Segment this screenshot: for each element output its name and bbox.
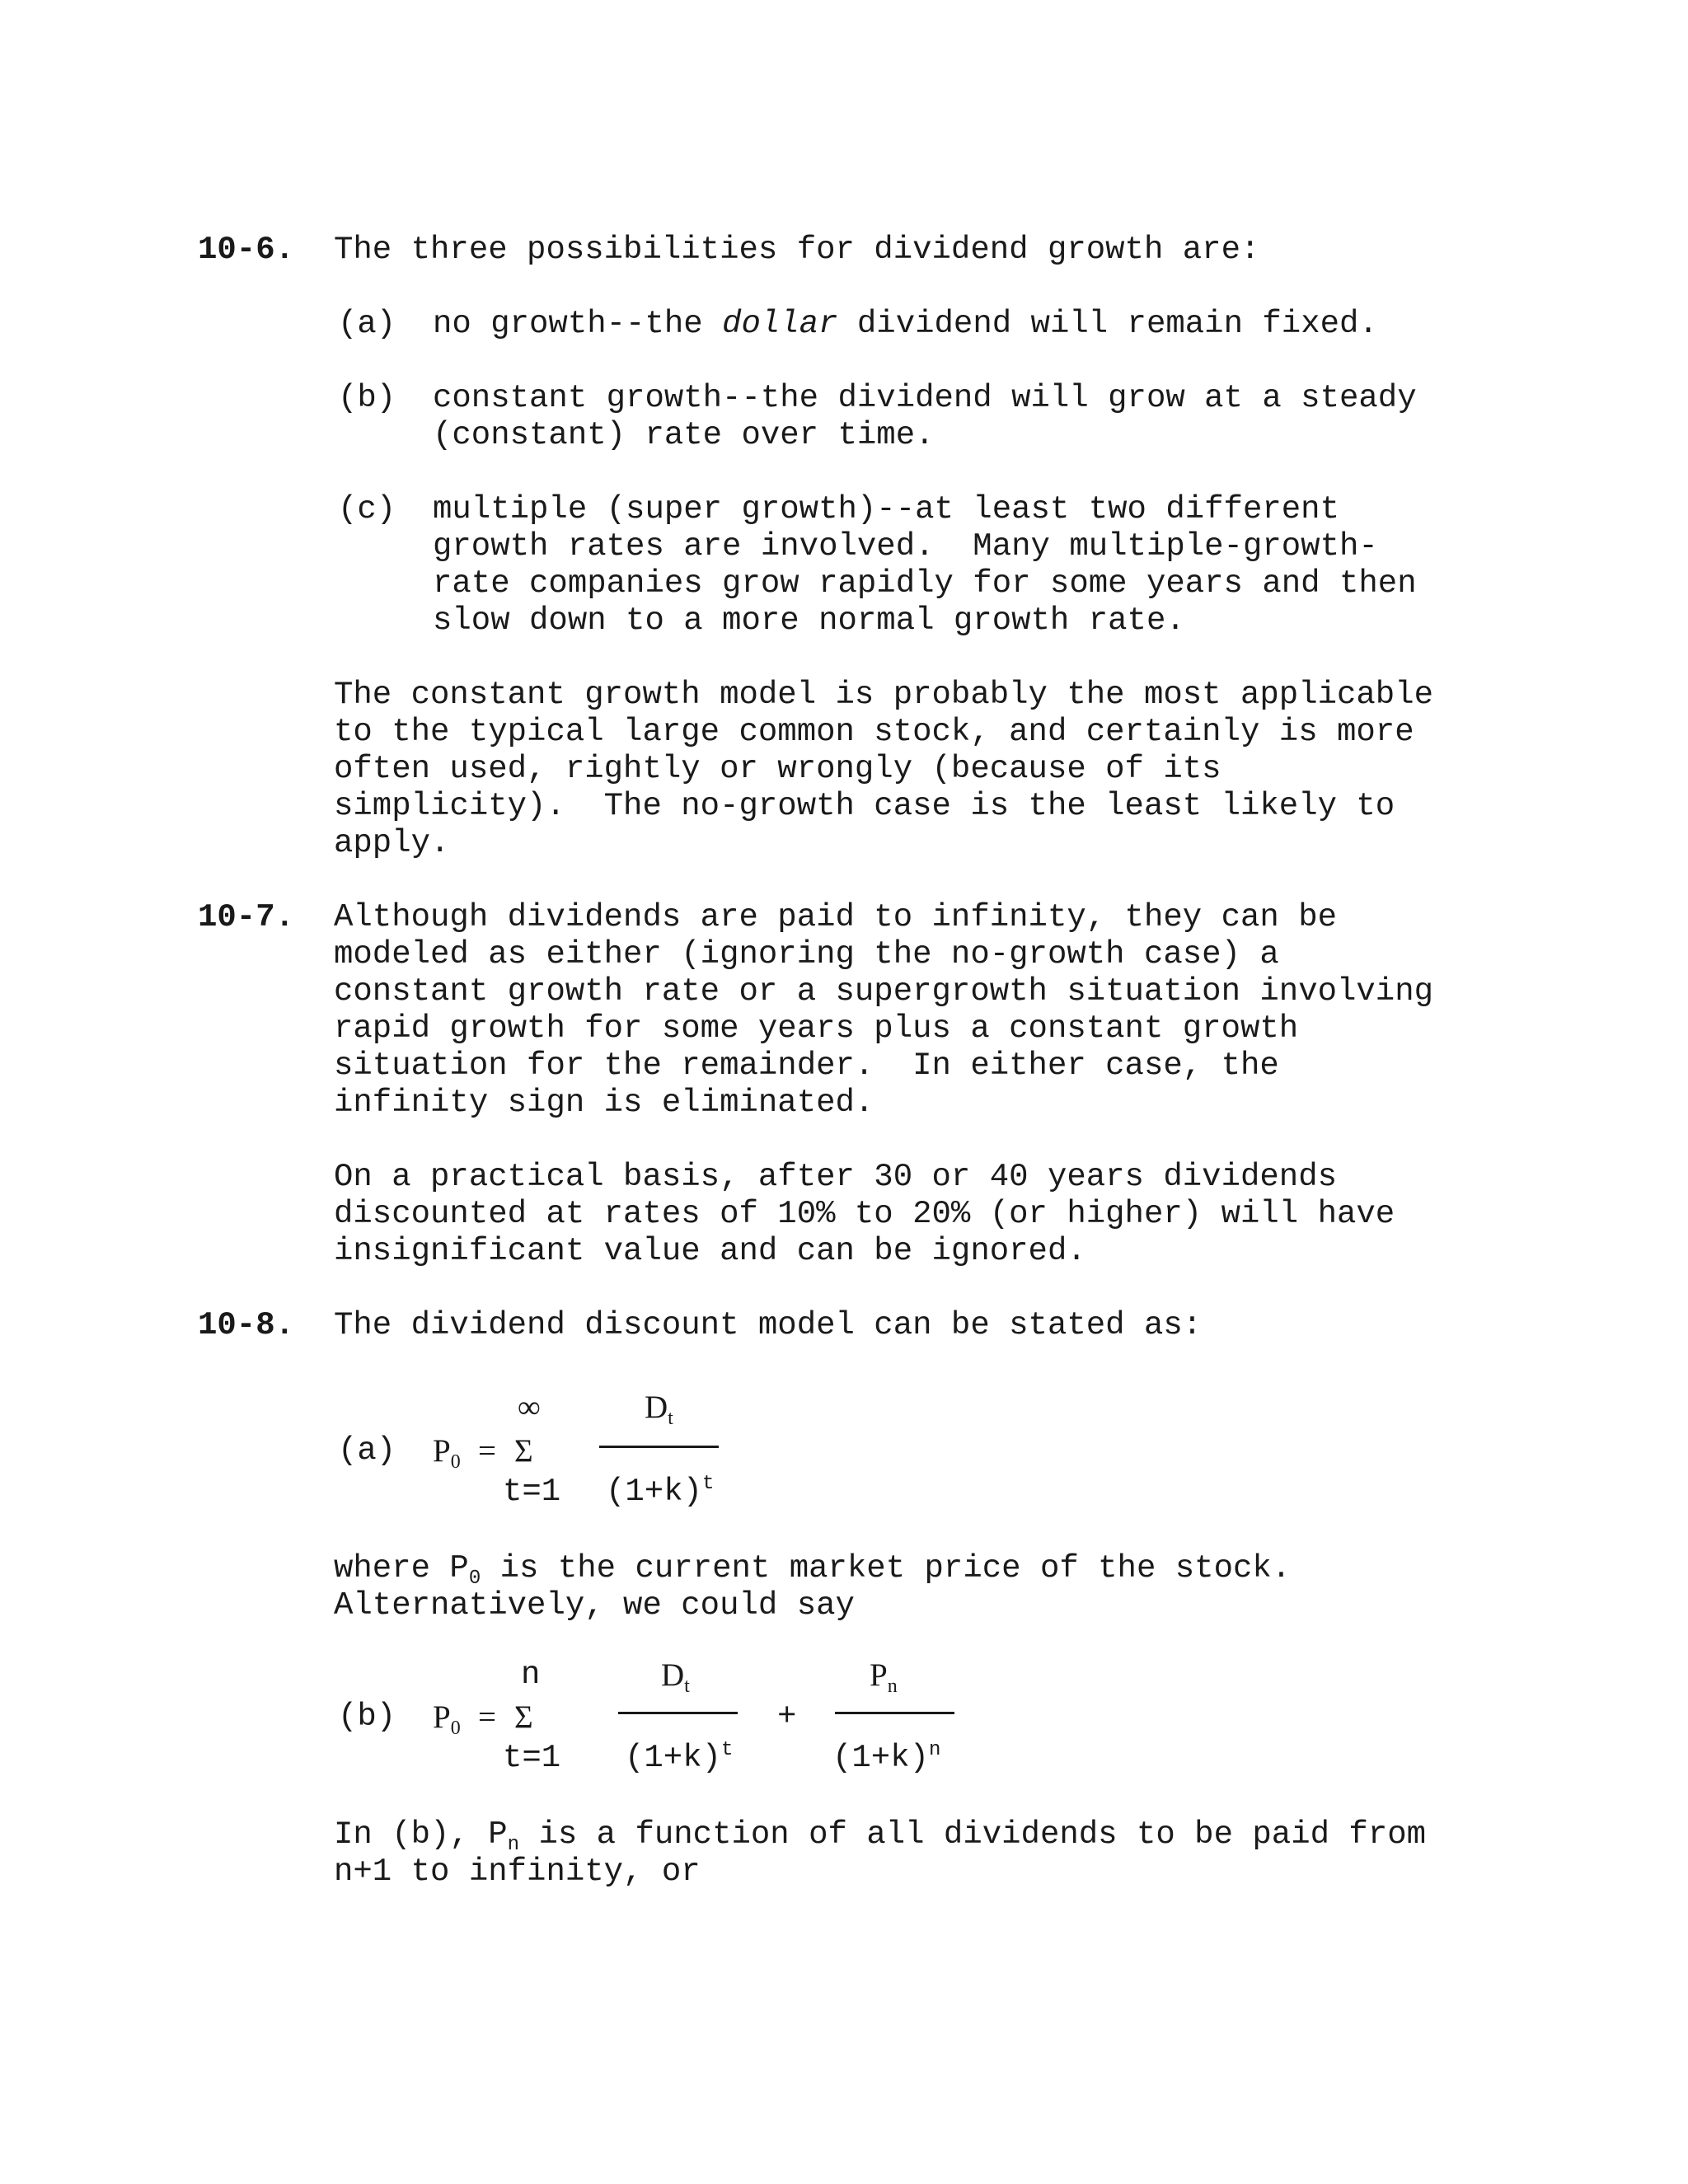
item-text: (constant) rate over time. — [433, 417, 935, 453]
paragraph-line: simplicity). The no-growth case is the least likely to — [334, 788, 1395, 824]
paragraph-line: apply. — [334, 825, 450, 861]
sum-upper-limit: ∞ — [518, 1390, 541, 1425]
paragraph-line: In (b), $P_n$ is a function of all dividends to be paid from — [334, 1816, 1427, 1856]
question-number: 10-7. — [198, 899, 295, 935]
item-text: growth rates are involved. Many multiple-growth- — [433, 528, 1378, 565]
fraction-numerator: $P_n$ — [870, 1657, 898, 1697]
fraction-numerator: $D_t$ — [661, 1657, 690, 1697]
question-number: 10-8. — [198, 1307, 295, 1343]
fraction-numerator: $D_t$ — [645, 1390, 673, 1429]
paragraph-line: situation for the remainder. In either case, the — [334, 1047, 1279, 1084]
paragraph-line: often used, rightly or wrongly (because of its — [334, 751, 1221, 787]
paragraph-line: insignificant value and can be ignored. — [334, 1233, 1086, 1269]
fraction-bar — [835, 1712, 954, 1714]
paragraph-line: Although dividends are paid to infinity, they can be — [334, 899, 1337, 935]
paragraph-line: modeled as either (ignoring the no-growth case) a — [334, 936, 1279, 972]
sum-lower-limit: t=1 — [503, 1474, 561, 1510]
equation-marker: (b) — [338, 1699, 396, 1735]
paragraph-line: The constant growth model is probably the most applicable — [334, 677, 1434, 713]
sum-lower-limit: t=1 — [503, 1740, 561, 1776]
equation-lhs: $P_0$ — [433, 1699, 461, 1739]
sigma-symbol: Σ — [514, 1699, 533, 1735]
fraction-bar — [618, 1712, 738, 1714]
sum-upper-limit: n — [521, 1657, 541, 1693]
item-text: constant growth--the dividend will grow at a steady — [433, 380, 1417, 416]
fraction-denominator: $(1+k)^t$ — [625, 1739, 734, 1776]
paragraph-line: n+1 to infinity, or — [334, 1854, 701, 1890]
item-text: multiple (super growth)--at least two different — [433, 491, 1339, 527]
equation-marker: (a) — [338, 1432, 396, 1469]
fraction-denominator: $(1+k)^t$ — [606, 1473, 715, 1510]
question-intro: The dividend discount model can be stated as: — [334, 1307, 1203, 1343]
paragraph-line: rapid growth for some years plus a constant growth — [334, 1010, 1299, 1047]
paragraph-line: where $P_0$ is the current market price of the stock. — [334, 1550, 1292, 1590]
equals-sign: = — [478, 1699, 496, 1735]
question-number: 10-6. — [198, 232, 295, 268]
item-marker: (a) — [338, 306, 396, 342]
paragraph-line: infinity sign is eliminated. — [334, 1085, 874, 1121]
paragraph-line: constant growth rate or a supergrowth situation involving — [334, 973, 1434, 1010]
question-intro: The three possibilities for dividend growth are: — [334, 232, 1260, 268]
fraction-denominator: $(1+k)^n$ — [832, 1739, 941, 1776]
paragraph-line: to the typical large common stock, and certainly is more — [334, 714, 1414, 750]
equation-lhs: $P_0$ — [433, 1433, 461, 1473]
equals-sign: = — [478, 1433, 496, 1469]
item-marker: (b) — [338, 380, 396, 416]
item-text: no growth--the dollar dividend will remain fixed. — [433, 306, 1378, 342]
paragraph-line: discounted at rates of 10% to 20% (or higher) will have — [334, 1196, 1395, 1232]
paragraph-line: Alternatively, we could say — [334, 1587, 855, 1624]
item-marker: (c) — [338, 491, 396, 527]
item-text: slow down to a more normal growth rate. — [433, 602, 1185, 639]
sigma-symbol: Σ — [514, 1433, 533, 1469]
paragraph-line: On a practical basis, after 30 or 40 years dividends — [334, 1159, 1337, 1195]
item-text: rate companies grow rapidly for some years and then — [433, 565, 1417, 602]
plus-sign: + — [777, 1699, 797, 1735]
fraction-bar — [599, 1446, 719, 1448]
